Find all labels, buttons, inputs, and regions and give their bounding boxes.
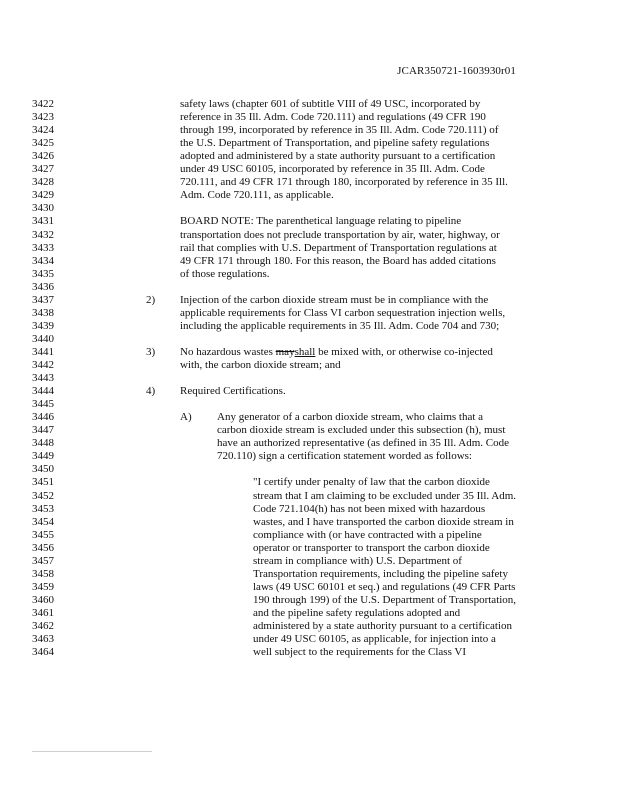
document-line bbox=[0, 632, 624, 646]
document-line bbox=[0, 502, 624, 516]
document-line bbox=[0, 188, 624, 202]
subsection-label: 2) bbox=[146, 293, 156, 306]
document-line bbox=[0, 645, 624, 659]
line-number: 3426 bbox=[32, 150, 54, 163]
line-text: compliance with (or have contracted with a pipeline bbox=[253, 528, 482, 541]
line-number: 3457 bbox=[32, 554, 54, 567]
line-text: rail that complies with U.S. Department of Transportation regulations at bbox=[180, 241, 497, 254]
line-number: 3460 bbox=[32, 593, 54, 606]
line-text: 49 CFR 171 through 180. For this reason, the Board has added citations bbox=[180, 254, 496, 267]
line-number: 3430 bbox=[32, 202, 54, 215]
line-number: 3444 bbox=[32, 385, 54, 398]
line-text: under 49 USC 60105, incorporated by reference in 35 Ill. Adm. Code bbox=[180, 163, 485, 176]
line-text: well subject to the requirements for the Class VI bbox=[253, 646, 467, 659]
line-text: of those regulations. bbox=[180, 267, 270, 280]
line-number: 3442 bbox=[32, 359, 54, 371]
line-number: 3431 bbox=[32, 215, 54, 228]
line-number: 3450 bbox=[32, 463, 54, 476]
line-number: 3438 bbox=[32, 306, 54, 319]
document-line bbox=[0, 345, 624, 359]
subsection-label: A) bbox=[180, 411, 192, 424]
line-text: stream in compliance with) U.S. Department of bbox=[253, 554, 462, 567]
document-line bbox=[0, 175, 624, 189]
line-text: including the applicable requirements in 35 Ill. Adm. Code 704 and 730; bbox=[180, 319, 500, 332]
document-id-header: JCAR350721-1603930r01 bbox=[397, 65, 516, 77]
line-text: operator or transporter to transport the carbon dioxide bbox=[253, 541, 490, 554]
line-number: 3429 bbox=[32, 189, 54, 202]
document-line bbox=[0, 462, 624, 476]
line-number: 3445 bbox=[32, 398, 54, 411]
line-number: 3446 bbox=[32, 411, 54, 424]
document-line bbox=[0, 306, 624, 320]
line-text: under 49 USC 60105, as applicable, for injection into a bbox=[253, 633, 496, 646]
line-text: have an authorized representative (as defined in 35 Ill. Adm. Code bbox=[217, 437, 510, 450]
line-number: 3424 bbox=[32, 124, 54, 137]
line-number: 3437 bbox=[32, 293, 54, 306]
line-number: 3458 bbox=[32, 567, 54, 580]
line-text-segment: be mixed with, or otherwise co-injected bbox=[315, 345, 493, 358]
document-line bbox=[0, 606, 624, 620]
document-line bbox=[0, 293, 624, 307]
document-line bbox=[0, 371, 624, 385]
line-number: 3451 bbox=[32, 476, 54, 489]
document-line bbox=[0, 97, 624, 111]
line-text-segment: No hazardous wastes bbox=[180, 345, 276, 358]
line-number: 3440 bbox=[32, 332, 54, 345]
line-text: Required Certifications. bbox=[180, 385, 286, 398]
line-number: 3435 bbox=[32, 267, 54, 280]
document-line bbox=[0, 515, 624, 529]
document-line bbox=[0, 384, 624, 398]
line-text: 190 through 199) of the U.S. Department of Transportation, bbox=[253, 593, 517, 606]
line-number: 3447 bbox=[32, 424, 54, 437]
line-number: 3434 bbox=[32, 254, 54, 267]
line-text: BOARD NOTE: The parenthetical language relating to pipeline bbox=[180, 215, 462, 228]
document-line bbox=[0, 528, 624, 542]
line-number: 3452 bbox=[32, 489, 54, 502]
line-text: laws (49 USC 60101 et seq.) and regulations (49 CFR Parts bbox=[253, 580, 516, 593]
document-line bbox=[0, 319, 624, 333]
document-line bbox=[0, 410, 624, 424]
line-text: and the pipeline safety regulations adopted and bbox=[253, 606, 461, 619]
document-line bbox=[0, 201, 624, 215]
subsection-label: 4) bbox=[146, 385, 156, 398]
line-number: 3464 bbox=[32, 646, 54, 659]
line-number: 3454 bbox=[32, 515, 54, 528]
line-number: 3432 bbox=[32, 228, 54, 241]
line-number: 3441 bbox=[32, 345, 54, 358]
line-number: 3443 bbox=[32, 372, 54, 385]
line-number: 3462 bbox=[32, 620, 54, 632]
line-number: 3449 bbox=[32, 450, 54, 463]
document-line bbox=[0, 136, 624, 150]
struck-text: may bbox=[275, 345, 295, 358]
document-line bbox=[0, 332, 624, 346]
line-text bbox=[180, 345, 493, 359]
line-text: 720.111, and 49 CFR 171 through 180, incorporated by reference in 35 Ill. bbox=[180, 176, 508, 189]
line-text: applicable requirements for Class VI carbon sequestration injection wells, bbox=[180, 306, 506, 319]
line-number: 3422 bbox=[32, 98, 54, 110]
document-line bbox=[0, 214, 624, 228]
line-number: 3428 bbox=[32, 176, 54, 189]
line-number: 3425 bbox=[32, 137, 54, 150]
document-line bbox=[0, 619, 624, 633]
document-line bbox=[0, 149, 624, 163]
line-text: administered by a state authority pursuant to a certification bbox=[253, 620, 513, 632]
line-number: 3456 bbox=[32, 541, 54, 554]
line-text: 720.110) sign a certification statement worded as follows: bbox=[217, 450, 472, 463]
document-line bbox=[0, 228, 624, 242]
line-text: Code 721.104(h) has not been mixed with hazardous bbox=[253, 502, 486, 515]
line-number: 3448 bbox=[32, 437, 54, 450]
document-line bbox=[0, 254, 624, 268]
line-number: 3453 bbox=[32, 502, 54, 515]
document-line bbox=[0, 110, 624, 124]
document-line bbox=[0, 267, 624, 281]
document-line bbox=[0, 241, 624, 255]
line-text: Injection of the carbon dioxide stream must be in compliance with the bbox=[180, 293, 489, 306]
line-number: 3459 bbox=[32, 580, 54, 593]
subsection-label: 3) bbox=[146, 345, 156, 358]
line-text: carbon dioxide stream is excluded under this subsection (h), must bbox=[217, 424, 506, 437]
line-text: stream that I am claiming to be excluded under 35 Ill. Adm. bbox=[253, 489, 517, 502]
line-text: adopted and administered by a state authority pursuant to a certification bbox=[180, 150, 496, 163]
document-line bbox=[0, 449, 624, 463]
document-line bbox=[0, 593, 624, 607]
line-text: safety laws (chapter 601 of subtitle VIII of 49 USC, incorporated by bbox=[180, 98, 481, 110]
document-line bbox=[0, 554, 624, 568]
line-text: transportation does not preclude transportation by air, water, highway, or bbox=[180, 228, 500, 241]
document-line bbox=[0, 397, 624, 411]
line-number: 3439 bbox=[32, 319, 54, 332]
line-text: Transportation requirements, including the pipeline safety bbox=[253, 567, 508, 580]
line-number: 3455 bbox=[32, 528, 54, 541]
line-number: 3461 bbox=[32, 606, 54, 619]
line-text: with, the carbon dioxide stream; and bbox=[180, 359, 341, 371]
inserted-text: shall bbox=[294, 345, 316, 358]
document-line bbox=[0, 358, 624, 372]
document-line bbox=[0, 162, 624, 176]
line-text: wastes, and I have transported the carbon dioxide stream in bbox=[253, 515, 514, 528]
document-line bbox=[0, 541, 624, 555]
document-line bbox=[0, 567, 624, 581]
document-line bbox=[0, 489, 624, 503]
line-text: the U.S. Department of Transportation, and pipeline safety regulations bbox=[180, 137, 490, 150]
document-line bbox=[0, 123, 624, 137]
document-line bbox=[0, 280, 624, 294]
line-text: "I certify under penalty of law that the carbon dioxide bbox=[253, 476, 490, 489]
line-text: Adm. Code 720.111, as applicable. bbox=[180, 189, 334, 202]
line-number: 3427 bbox=[32, 163, 54, 176]
document-line bbox=[0, 423, 624, 437]
line-number: 3436 bbox=[32, 280, 54, 293]
document-line bbox=[0, 475, 624, 489]
line-number: 3463 bbox=[32, 633, 54, 646]
document-line bbox=[0, 436, 624, 450]
line-text: through 199, incorporated by reference in 35 Ill. Adm. Code 720.111) of bbox=[180, 124, 499, 137]
footer-rule bbox=[32, 751, 152, 752]
line-number: 3433 bbox=[32, 241, 54, 254]
line-text: Any generator of a carbon dioxide stream, who claims that a bbox=[217, 411, 484, 424]
document-line bbox=[0, 580, 624, 594]
line-text: reference in 35 Ill. Adm. Code 720.111) and regulations (49 CFR 190 bbox=[180, 111, 486, 124]
line-number: 3423 bbox=[32, 111, 54, 124]
